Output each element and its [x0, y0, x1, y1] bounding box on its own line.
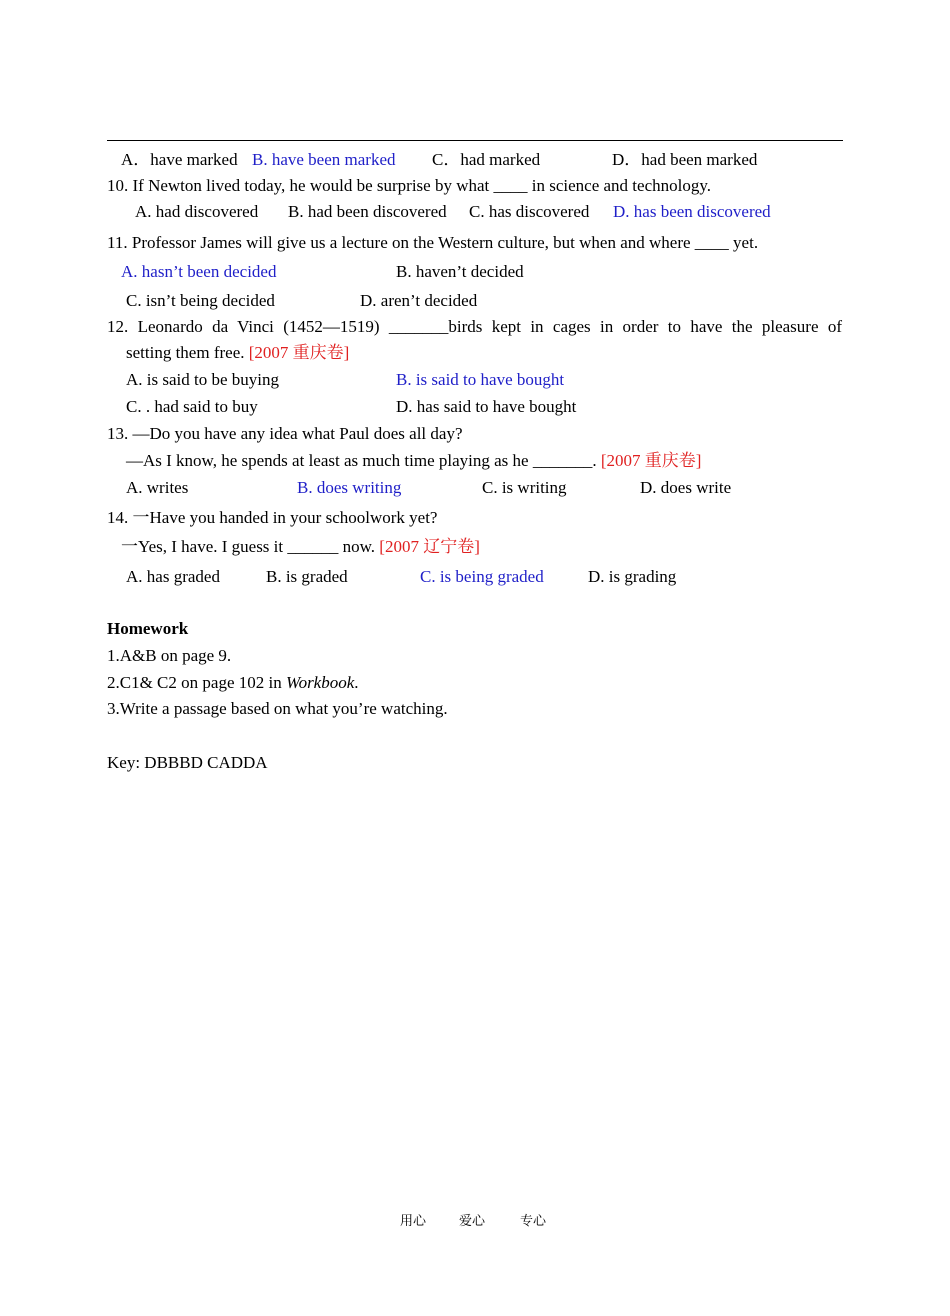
q11-option-c: C. isn’t being decided: [126, 291, 275, 310]
q14-option-b: B. is graded: [266, 567, 348, 586]
q11-option-a-answer: A. hasn’t been decided: [121, 262, 277, 281]
answer-key: Key: DBBBD CADDA: [107, 753, 268, 772]
homework-heading: Homework: [107, 619, 189, 638]
q13-stem-text: —As I know, he spends at least as much time playing as he _______.: [126, 451, 597, 470]
q12-stem-line1: 12. Leonardo da Vinci (1452—1519) _______birds kept in cages in order to have the pleasure of: [107, 317, 842, 336]
q9-option-a: A．have marked: [121, 150, 238, 169]
q11-stem: 11. Professor James will give us a lecture on the Western culture, but when and where ____ yet.: [107, 233, 759, 252]
q13-stem-line2: [126, 452, 701, 469]
homework-item-3: 3.Write a passage based on what you’re watching.: [107, 699, 448, 718]
q12-stem-line2: [126, 344, 349, 361]
homework-item-2-text: 2.C1& C2 on page 102 in: [107, 673, 286, 692]
footer-word-1: 用心: [400, 1214, 427, 1229]
q14-stem-line1: 14. 一Have you handed in your schoolwork yet?: [107, 508, 438, 527]
q13-option-c: C. is writing: [482, 478, 567, 497]
footer-word-2: 爱心: [459, 1214, 486, 1229]
q13-option-b-answer: B. does writing: [297, 478, 402, 497]
q14-option-d: D. is grading: [588, 567, 677, 586]
q12-option-a: A. is said to be buying: [126, 370, 279, 389]
q14-option-a: A. has graded: [126, 567, 220, 586]
q14-source: [2007 辽宁卷]: [379, 537, 480, 556]
q12-option-b-answer: B. is said to have bought: [396, 370, 565, 389]
homework-item-1: 1.A&B on page 9.: [107, 646, 232, 665]
q10-option-d-answer: D. has been discovered: [613, 202, 771, 221]
homework-item-2: [107, 674, 359, 691]
q12-option-d: D. has said to have bought: [396, 397, 577, 416]
homework-item-2-end: .: [354, 673, 359, 692]
footer-word-3: 专心: [520, 1214, 547, 1229]
q12-stem-text: setting them free.: [126, 343, 245, 362]
q14-option-c-answer: C. is being graded: [420, 567, 544, 586]
q10-stem: 10. If Newton lived today, he would be surprise by what ____ in science and technology.: [107, 176, 711, 195]
q13-source: [2007 重庆卷]: [600, 451, 702, 470]
q9-option-b-answer: B. have been marked: [252, 150, 396, 169]
q9-option-c: C．had marked: [432, 150, 541, 169]
q14-stem-line2: [121, 538, 480, 555]
q13-option-d: D. does write: [640, 478, 732, 497]
workbook-title: Workbook: [285, 673, 355, 692]
q10-option-b: B. had been discovered: [288, 202, 447, 221]
q12-option-c: C. . had said to buy: [126, 397, 258, 416]
q9-option-d: D．had been marked: [612, 150, 758, 169]
q12-source: [2007 重庆卷]: [248, 343, 350, 362]
q13-stem-line1: 13. —Do you have any idea what Paul does all day?: [107, 424, 463, 443]
q13-option-a: A. writes: [126, 478, 189, 497]
q11-option-b: B. haven’t decided: [396, 262, 524, 281]
q10-option-c: C. has discovered: [469, 202, 590, 221]
q10-option-a: A. had discovered: [135, 202, 259, 221]
q11-option-d: D. aren’t decided: [360, 291, 478, 310]
header-rule: [107, 140, 843, 141]
q14-stem-text: 一Yes, I have. I guess it ______ now.: [121, 537, 376, 556]
